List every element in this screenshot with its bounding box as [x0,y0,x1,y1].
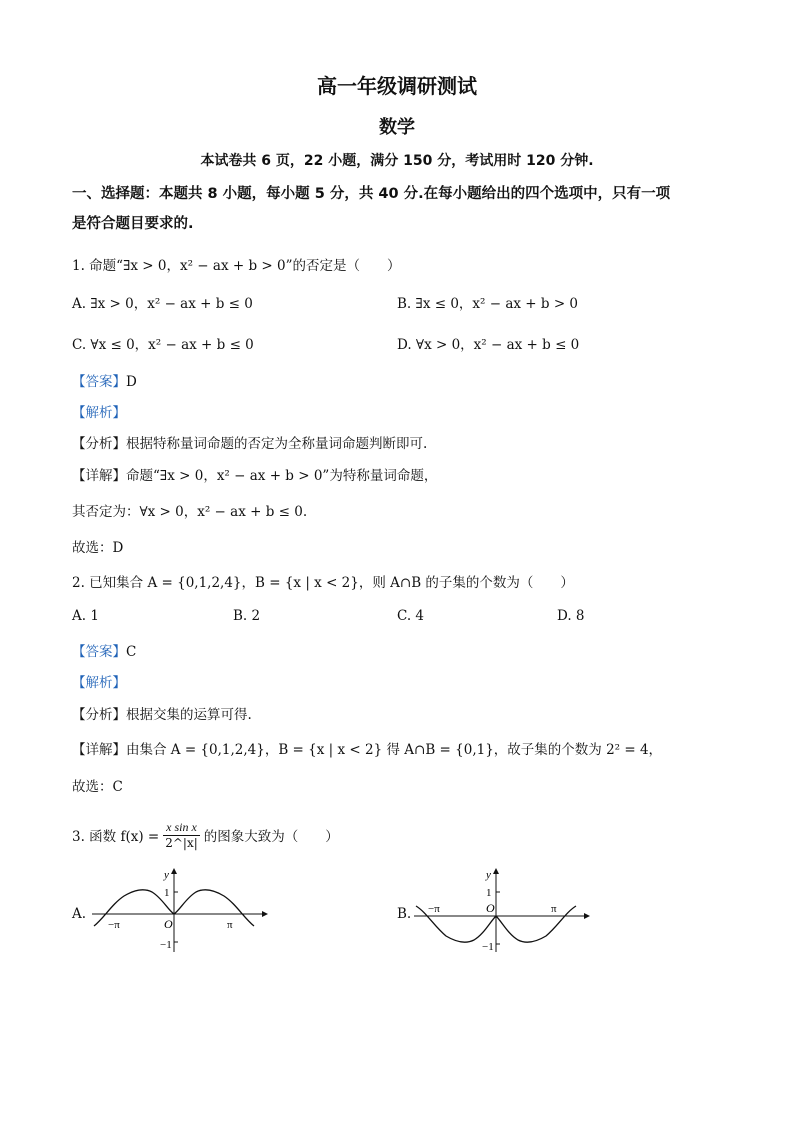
q2-fenxi: 根据交集的运算可得. [126,707,252,723]
q3-stem [72,820,339,850]
q3-stem-suffix: 的图象大致为（ ） [203,829,339,845]
detail-tag: 【详解】 [72,742,126,758]
x-axis-arrow [262,911,268,917]
x-tick-label-pi: π [551,903,557,915]
q3-stem-prefix: 3. 函数 f(x) = [72,829,160,845]
section-heading-line2: 是符合题目要求的. [72,216,194,232]
q2-detail: 由集合 A = {0,1,2,4}，B = {x | x < 2} 得 A∩B = {0,1}，故子集的个数为 2² = 4， [126,742,663,758]
q1-negation: 其否定为：∀x > 0，x² − ax + b ≤ 0. [72,504,308,520]
q3-option-b-label: B. [397,906,412,922]
q1-fenxi: 根据特称量词命题的否定为全称量词命题判断即可. [126,436,428,452]
fenxi-tag: 【分析】 [72,707,126,723]
q1-detail-row [72,464,437,484]
subject-title: 数学 [379,117,415,138]
q3-option-a-label: A. [72,906,87,922]
y-tick-label-neg1: −1 [160,939,172,951]
exam-note: 本试卷共 6 页，22 小题，满分 150 分，考试用时 120 分钟. [200,153,594,169]
origin-label: O [486,901,495,915]
q1-option-b: B. ∃x ≤ 0，x² − ax + b > 0 [397,296,579,312]
analysis-tag: 【解析】 [72,675,126,691]
analysis-tag: 【解析】 [72,405,126,421]
q2-option-d: D. 8 [557,608,585,624]
q2-stem: 2. 已知集合 A = {0,1,2,4}，B = {x | x < 2}，则 A∩B 的子集的个数为（ ） [72,575,574,591]
answer-tag: 【答案】 [72,374,126,390]
q2-fenxi-row [72,703,252,723]
y-tick-label-1: 1 [164,887,170,899]
q2-answer-row [72,640,136,660]
q3-fraction [163,820,200,850]
page-title: 高一年级调研测试 [317,74,477,98]
q1-choose: 故选：D [72,540,124,556]
y-axis-label: y [486,869,491,881]
q1-analysis-row [72,401,126,421]
q3-graph-b [412,866,592,960]
x-tick-label-neg-pi: −π [428,903,440,915]
q1-answer-row [72,370,137,390]
q1-answer: D [126,374,137,390]
q1-option-c: C. ∀x ≤ 0，x² − ax + b ≤ 0 [72,337,254,353]
q2-detail-row [72,738,662,758]
x-tick-label-neg-pi: −π [108,919,120,931]
y-axis-label: y [164,869,169,881]
detail-tag: 【详解】 [72,468,126,484]
y-tick-label-neg1: −1 [482,941,494,953]
q2-option-b: B. 2 [233,608,261,624]
y-axis-arrow [493,868,499,874]
q2-option-c: C. 4 [397,608,425,624]
x-axis-arrow [584,913,590,919]
origin-label: O [164,917,173,931]
q2-option-a: A. 1 [72,608,99,624]
y-axis-arrow [171,868,177,874]
q1-fenxi-row [72,432,427,452]
q2-answer: C [126,644,137,660]
x-tick-label-pi: π [227,919,233,931]
q1-option-a: A. ∃x > 0，x² − ax + b ≤ 0 [72,296,253,312]
section-heading-line1: 一、选择题：本题共 8 小题，每小题 5 分，共 40 分.在每小题给出的四个选项中，只有一项 [72,186,671,202]
q2-choose: 故选：C [72,779,123,795]
q3-graph-a [90,866,270,960]
q1-option-d: D. ∀x > 0，x² − ax + b ≤ 0 [397,337,580,353]
q3-denominator: 2^|x| [165,836,198,850]
answer-tag: 【答案】 [72,644,126,660]
q1-stem: 1. 命题“∃x > 0，x² − ax + b > 0”的否定是（ ） [72,258,401,274]
q2-analysis-row [72,671,126,691]
q1-detail: 命题“∃x > 0，x² − ax + b > 0”为特称量词命题， [126,468,438,484]
y-tick-label-1: 1 [486,887,492,899]
fenxi-tag: 【分析】 [72,436,126,452]
q3-numerator: x sin x [166,820,197,834]
